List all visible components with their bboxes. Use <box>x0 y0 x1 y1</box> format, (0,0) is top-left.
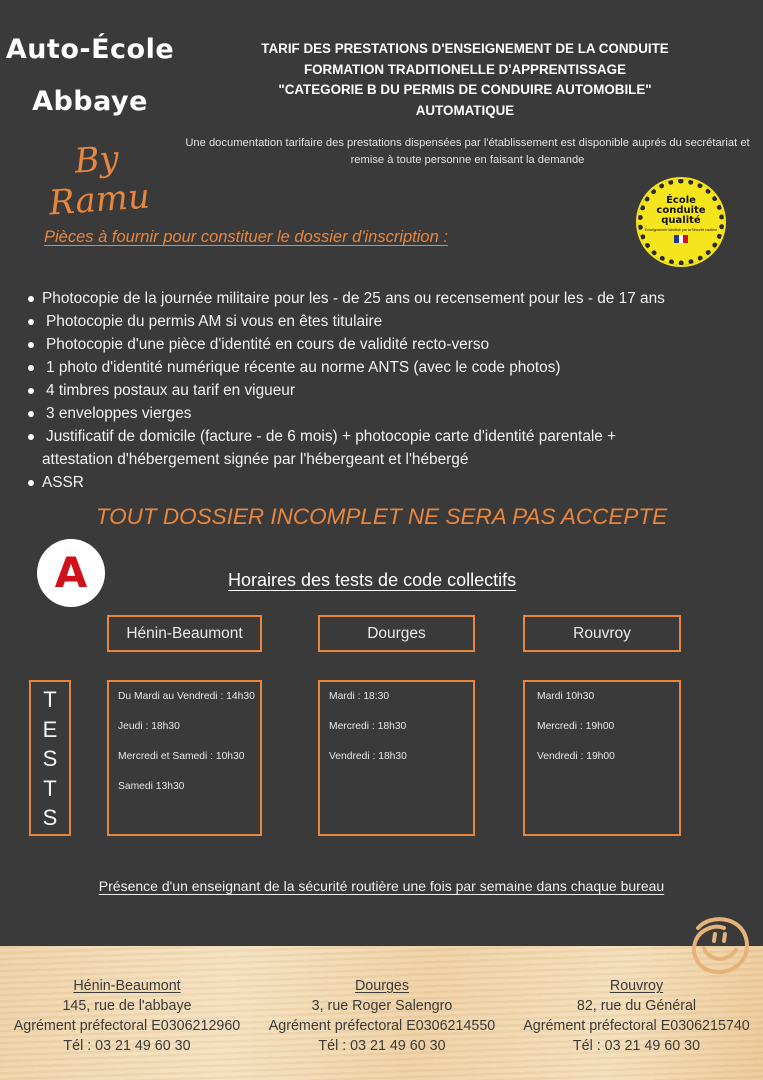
office-agrement: Agrément préfectoral E0306214550 <box>268 1018 496 1034</box>
schedule-dourges <box>318 680 475 836</box>
badge-title-line: qualité <box>661 215 701 226</box>
office-phone: Tél : 03 21 49 60 30 <box>63 1038 191 1054</box>
bullet-icon <box>28 365 34 371</box>
location-header-dourges: Dourges <box>318 615 475 652</box>
smiley-icon <box>688 914 750 976</box>
bullet-icon <box>28 296 34 302</box>
list-item-text: ASSR <box>42 474 84 491</box>
logo-signature: By Ramu <box>47 138 152 224</box>
office-name: Rouvroy <box>609 978 664 994</box>
requirements-heading: Pièces à fournir pour constituer le dossier d'inscription : <box>44 228 448 246</box>
schedule-time: Vendredi : 18h30 <box>329 751 407 762</box>
list-item-text: 4 timbres postaux au tarif en vigueur <box>46 382 295 399</box>
tests-letter: T <box>43 775 57 801</box>
schedule-time: Mercredi : 19h00 <box>537 721 615 732</box>
bullet-icon <box>28 319 34 325</box>
french-flag-icon <box>674 235 688 243</box>
list-item-text: Photocopie de la journée militaire pour les - de 25 ans ou recensement pour les - de 17 ans <box>42 290 665 307</box>
office-phone: Tél : 03 21 49 60 30 <box>318 1038 446 1054</box>
schedule-henin <box>107 680 262 836</box>
incomplete-warning: TOUT DOSSIER INCOMPLET NE SERA PAS ACCEPTE <box>95 504 668 529</box>
location-header-henin: Hénin-Beaumont <box>107 615 262 652</box>
schedule-time: Vendredi : 19h00 <box>537 751 615 762</box>
schedule-time: Jeudi : 18h30 <box>118 721 180 732</box>
title-line: "CATEGORIE B DU PERMIS DE CONDUIRE AUTOMOBILE" <box>278 82 652 97</box>
office-dourges <box>254 976 510 1056</box>
list-item-text: 1 photo d'identité numérique récente au norme ANTS (avec le code photos) <box>46 359 561 376</box>
list-item <box>26 402 746 425</box>
bullet-icon <box>28 411 34 417</box>
list-item <box>26 379 746 402</box>
office-address: 145, rue de l'abbaye <box>62 998 192 1014</box>
bullet-icon <box>28 342 34 348</box>
office-phone: Tél : 03 21 49 60 30 <box>572 1038 701 1054</box>
page-subtitle: Une documentation tarifaire des prestations dispensées par l'établissement est disponible auprés du secrétariat et remise à toute personne en faisant la demande <box>185 137 750 166</box>
schedule-time: Mardi 10h30 <box>537 691 595 702</box>
schedule-time: Mardi : 18:30 <box>329 691 390 702</box>
office-henin <box>0 976 254 1056</box>
requirements-list <box>26 287 746 494</box>
list-item <box>26 471 746 494</box>
bullet-icon <box>28 388 34 394</box>
tests-letter: S <box>42 746 58 771</box>
page-title <box>175 39 755 121</box>
schedule-time: Du Mardi au Vendredi : 14h30 <box>118 691 255 702</box>
list-item <box>26 356 746 379</box>
badge-title <box>643 196 719 226</box>
list-item-text: 3 enveloppes vierges <box>46 405 192 422</box>
office-address: 3, rue Roger Salengro <box>311 998 453 1014</box>
office-address: 82, rue du Général <box>576 998 697 1014</box>
quality-badge <box>638 179 724 265</box>
office-agrement: Agrément préfectoral E0306215740 <box>523 1018 750 1034</box>
badge-title-line: conduite <box>656 205 706 216</box>
tests-letter: E <box>42 716 58 742</box>
presence-note: Présence d'un enseignant de la sécurité routière une fois par semaine dans chaque bureau <box>98 878 665 894</box>
bullet-icon <box>28 480 34 486</box>
list-item-text: Photocopie d'une pièce d'identité en cours de validité recto-verso <box>46 336 490 353</box>
schedule-time: Mercredi et Samedi : 10h30 <box>118 751 245 762</box>
logo-line-2: Abbaye <box>32 86 148 117</box>
list-item-continuation <box>26 448 746 471</box>
office-rouvroy <box>510 976 763 1056</box>
logo-line-1: Auto-École <box>5 34 175 65</box>
list-item-text: attestation d'hébergement signée par l'hébergeant et l'hébergé <box>42 451 469 468</box>
footer <box>0 946 763 1080</box>
title-line: TARIF DES PRESTATIONS D'ENSEIGNEMENT DE LA CONDUITE <box>261 41 669 56</box>
schedule-rouvroy <box>523 680 681 836</box>
tests-letter: S <box>42 805 58 830</box>
a-sticker-icon: A <box>37 539 105 607</box>
list-item-text: Justificatif de domicile (facture - de 6 mois) + photocopie carte d'identité parentale + <box>46 428 617 445</box>
list-item <box>26 310 746 333</box>
office-name: Hénin-Beaumont <box>73 978 181 994</box>
schedule-time: Samedi 13h30 <box>118 781 185 792</box>
title-line: FORMATION TRADITIONELLE D'APPRENTISSAGE <box>303 61 627 77</box>
title-line: AUTOMATIQUE <box>415 102 515 118</box>
bullet-icon <box>28 434 34 440</box>
tests-side-label <box>29 680 71 836</box>
list-item <box>26 333 746 356</box>
office-name: Dourges <box>354 978 410 994</box>
location-header-rouvroy: Rouvroy <box>523 615 681 652</box>
schedule-heading: Horaires des tests de code collectifs <box>228 570 517 590</box>
list-item <box>26 287 746 310</box>
tests-letter: T <box>43 687 57 712</box>
list-item <box>26 425 746 448</box>
list-item-text: Photocopie du permis AM si vous en êtes titulaire <box>46 313 383 330</box>
schedule-time: Mercredi : 18h30 <box>329 721 407 732</box>
office-agrement: Agrément préfectoral E0306212960 <box>13 1018 241 1034</box>
badge-title-line: École <box>666 195 696 206</box>
badge-subtitle: Enseignement labellisé par la Sécurité routière <box>644 228 718 232</box>
